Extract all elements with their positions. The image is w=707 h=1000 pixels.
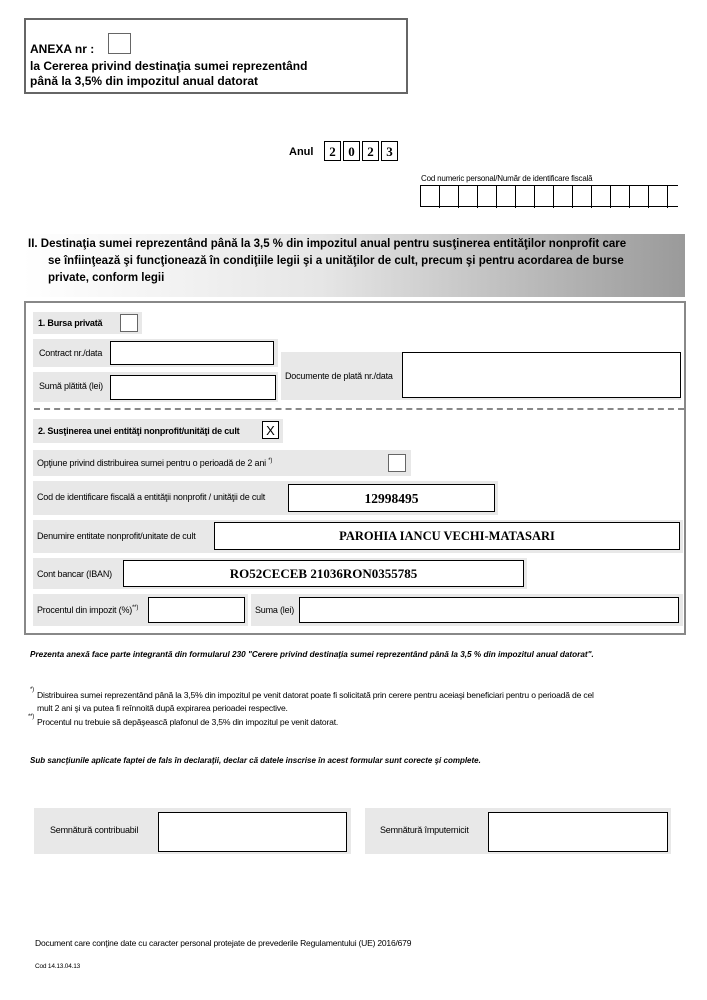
footnote-2-mark: **) [28,714,35,720]
footnote-1-mark: *) [30,687,34,693]
cnp-cell[interactable] [478,186,497,208]
section-ii-line2: se înfiinţează şi funcţionează în condiţiile legii şi a unităţilor de cult, precum şi pentru acordarea de burse [48,255,624,267]
contract-label: Contract nr./data [39,348,103,358]
section-divider [34,408,684,410]
year-digits[interactable] [324,141,400,161]
optiune-label-text: Opţiune privind distribuirea sumei pentru o perioadă de 2 ani [37,458,266,468]
section-ii-line1: II. Destinaţia sumei reprezentând până la 3,5 % din impozitul anual pentru susţinerea entităţilor nonprofit care [28,238,627,250]
procent-input[interactable] [148,597,245,623]
procent-label [37,605,138,615]
nonprofit-checkbox[interactable]: X [262,421,279,439]
suma-platita-label: Sumă plătită (lei) [39,381,103,391]
cnp-label: Cod numeric personal/Număr de identificare fiscală [421,174,593,183]
cnp-cell[interactable] [573,186,592,208]
annex-label: ANEXA nr : [30,42,95,56]
cnp-cell[interactable] [649,186,668,208]
optiune-footnote-mark: *) [268,458,273,464]
denumire-input[interactable]: PAROHIA IANCU VECHI-MATASARI [214,522,680,550]
contract-input[interactable] [110,341,274,365]
optiune-label [37,458,272,468]
signature-imputernicit-label: Semnătură împuternicit [380,825,469,835]
documente-input[interactable] [402,352,681,398]
bursa-checkbox[interactable] [120,314,138,332]
cnp-cell[interactable] [459,186,478,208]
footnote-1-line1: Distribuirea sumei reprezentând până la 3,5% din impozitul pe venit datorat poate fi solicitată prin cerere pentru aceiaşi beneficiari pentru o perioadă de cel [37,690,594,700]
cnp-cell[interactable] [611,186,630,208]
suma-input[interactable] [299,597,679,623]
suma-label: Suma (lei) [255,605,295,615]
iban-input[interactable]: RO52CECEB 21036RON0355785 [123,560,524,587]
annex-number-field[interactable] [108,33,131,54]
procent-footnote-mark: **) [132,605,139,611]
iban-label: Cont bancar (IBAN) [37,569,112,579]
signature-imputernicit-field[interactable] [488,812,668,852]
year-digit[interactable]: 0 [343,141,360,161]
cnp-cell[interactable] [516,186,535,208]
cnp-cell[interactable] [592,186,611,208]
cnp-cell[interactable] [630,186,649,208]
cnp-cell[interactable] [497,186,516,208]
year-label: Anul [289,146,314,158]
cnp-field[interactable] [420,185,678,207]
gdpr-notice: Document care conţine date cu caracter personal protejate de prevederile Regulamentului (UE) 2016/679 [35,938,412,948]
nonprofit-title: 2. Susţinerea unei entităţi nonprofit/unităţi de cult [38,426,240,436]
documente-label: Documente de plată nr./data [285,371,393,381]
cnp-cell[interactable] [554,186,573,208]
optiune-checkbox[interactable] [388,454,406,472]
cif-input[interactable]: 12998495 [288,484,495,512]
cnp-cell[interactable] [535,186,554,208]
cnp-cell[interactable] [440,186,459,208]
footnote-1-line2: mult 2 ani şi va putea fi reînnoită după expirarea perioadei respective. [37,703,288,713]
annex-title-line2: până la 3,5% din impozitul anual datorat [30,74,259,88]
year-digit[interactable]: 2 [362,141,379,161]
denumire-label: Denumire entitate nonprofit/unitate de cult [37,531,196,541]
bursa-title: 1. Bursa privată [38,318,103,328]
cnp-cell[interactable] [421,186,440,208]
annex-title-line1: la Cererea privind destinaţia sumei reprezentând [30,59,308,73]
signature-contribuabil-label: Semnătură contribuabil [50,825,139,835]
year-digit[interactable]: 3 [381,141,398,161]
signature-contribuabil-field[interactable] [158,812,347,852]
cif-label: Cod de identificare fiscală a entităţii nonprofit / unităţii de cult [37,492,266,502]
form-code: Cod 14.13.04.13 [35,963,81,970]
integral-note: Prezenta anexă face parte integrantă din formularul 230 "Cerere privind destinaţia sumei reprezentând până la 3,5 % din impozitul anual datorat". [30,650,594,659]
year-digit[interactable]: 2 [324,141,341,161]
suma-platita-input[interactable] [110,375,276,400]
section-ii-line3: private, conform legii [48,272,165,284]
footnote-2-text: Procentul nu trebuie să depăşească plafonul de 3,5% din impozitul pe venit datorat. [37,717,339,727]
declaration-text: Sub sancţiunile aplicate faptei de fals în declaraţii, declar că datele inscrise în acest formular sunt corecte şi complete. [30,756,481,765]
procent-label-text: Procentul din impozit (%) [37,605,133,615]
